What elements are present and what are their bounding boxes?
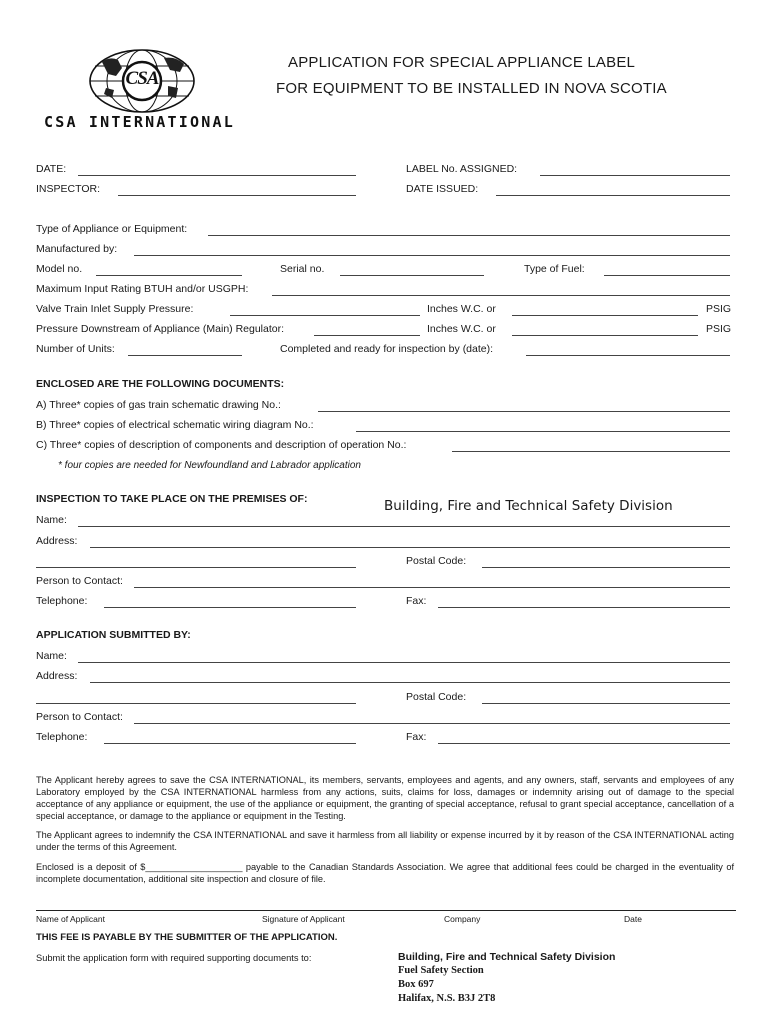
fuel-type-label: Type of Fuel: xyxy=(524,263,585,275)
inspector-label: INSPECTOR: xyxy=(36,183,100,195)
sub-address-field-2[interactable] xyxy=(36,703,356,704)
manufactured-by-field[interactable] xyxy=(134,255,730,256)
doc-note: * four copies are needed for Newfoundland and Labrador application xyxy=(58,460,361,471)
documents-heading: ENCLOSED ARE THE FOLLOWING DOCUMENTS: xyxy=(36,378,285,390)
inspection-filled-value: Building, Fire and Technical Safety Division xyxy=(384,498,673,514)
date-label: DATE: xyxy=(36,163,67,175)
org-name: CSA INTERNATIONAL xyxy=(44,113,235,131)
doc-a-field[interactable] xyxy=(318,411,730,412)
sub-telephone-field[interactable] xyxy=(104,743,356,744)
doc-c-field[interactable] xyxy=(452,451,730,452)
insp-postal-field[interactable] xyxy=(482,567,730,568)
insp-address-label: Address: xyxy=(36,535,78,547)
doc-b-field[interactable] xyxy=(356,431,730,432)
max-input-field[interactable] xyxy=(272,295,730,296)
doc-b-label: B) Three* copies of electrical schematic wiring diagram No.: xyxy=(36,419,314,431)
serial-no-field[interactable] xyxy=(340,275,484,276)
max-input-label: Maximum Input Rating BTUH and/or USGPH: xyxy=(36,283,249,295)
psig-label-2: PSIG xyxy=(706,323,732,335)
valve-pressure-label: Valve Train Inlet Supply Pressure: xyxy=(36,303,194,315)
date-caption: Date xyxy=(624,914,642,924)
page-title-line1: APPLICATION FOR SPECIAL APPLIANCE LABEL xyxy=(288,54,636,71)
manufactured-by-label: Manufactured by: xyxy=(36,243,118,255)
fuel-type-field[interactable] xyxy=(604,275,730,276)
inches-wc-label-1: Inches W.C. or xyxy=(427,303,496,315)
sub-postal-field[interactable] xyxy=(482,703,730,704)
units-label: Number of Units: xyxy=(36,343,115,355)
insp-address-field-2[interactable] xyxy=(36,567,356,568)
insp-telephone-field[interactable] xyxy=(104,607,356,608)
valve-pressure-field[interactable] xyxy=(230,315,420,316)
doc-c-label: C) Three* copies of description of components and description of operation No.: xyxy=(36,439,407,451)
inches-wc-label-2: Inches W.C. or xyxy=(427,323,496,335)
address-line-4: Halifax, N.S. B3J 2T8 xyxy=(398,993,496,1004)
sub-fax-field[interactable] xyxy=(438,743,730,744)
model-no-field[interactable] xyxy=(96,275,242,276)
inspection-heading: INSPECTION TO TAKE PLACE ON THE PREMISES OF: xyxy=(36,493,308,505)
serial-no-label: Serial no. xyxy=(280,263,325,275)
downstream-pressure-field[interactable] xyxy=(314,335,420,336)
sub-name-label: Name: xyxy=(36,650,67,662)
legal-paragraph-2: The Applicant agrees to indemnify the CSA INTERNATIONAL and save it harmless from all liability or expense incurred by it by reason of the CSA INTERNATIONAL acting under the terms of this Agreement. xyxy=(36,830,734,852)
date-issued-field[interactable] xyxy=(496,195,730,196)
applicant-name-caption: Name of Applicant xyxy=(36,914,105,924)
model-no-label: Model no. xyxy=(36,263,83,275)
inspector-field[interactable] xyxy=(118,195,356,196)
insp-postal-label: Postal Code: xyxy=(406,555,467,567)
address-line-3: Box 697 xyxy=(398,979,434,990)
date-issued-label: DATE ISSUED: xyxy=(406,183,479,195)
units-field[interactable] xyxy=(128,355,242,356)
insp-name-label: Name: xyxy=(36,514,67,526)
address-line-1: Building, Fire and Technical Safety Division xyxy=(398,951,616,963)
sub-address-label: Address: xyxy=(36,670,78,682)
downstream-psig-field[interactable] xyxy=(512,335,698,336)
applicant-signature-caption: Signature of Applicant xyxy=(262,914,345,924)
sub-contact-field[interactable] xyxy=(134,723,730,724)
address-line-2: Fuel Safety Section xyxy=(398,965,484,976)
insp-fax-label: Fax: xyxy=(406,595,427,607)
submitted-heading: APPLICATION SUBMITTED BY: xyxy=(36,629,191,641)
csa-logo xyxy=(88,48,196,114)
insp-contact-label: Person to Contact: xyxy=(36,575,123,587)
company-caption: Company xyxy=(444,914,481,924)
equipment-type-label: Type of Appliance or Equipment: xyxy=(36,223,188,235)
sub-postal-label: Postal Code: xyxy=(406,691,467,703)
signature-line[interactable] xyxy=(36,910,736,911)
insp-address-field[interactable] xyxy=(90,547,730,548)
sub-contact-label: Person to Contact: xyxy=(36,711,123,723)
sub-name-field[interactable] xyxy=(78,662,730,663)
completed-label: Completed and ready for inspection by (date): xyxy=(280,343,494,355)
legal-paragraph-3: Enclosed is a deposit of $___________________ payable to the Canadian Standards Association. We agree that additional fees could be charged in the eventuality of incomplete documentation, additional site inspection and closure of file. xyxy=(36,862,734,884)
label-no-label: LABEL No. ASSIGNED: xyxy=(406,163,518,175)
sub-address-field[interactable] xyxy=(90,682,730,683)
logo-text: CSA xyxy=(125,68,159,89)
insp-telephone-label: Telephone: xyxy=(36,595,88,607)
psig-label-1: PSIG xyxy=(706,303,732,315)
insp-fax-field[interactable] xyxy=(438,607,730,608)
submit-to-label: Submit the application form with required supporting documents to: xyxy=(36,953,312,963)
insp-contact-field[interactable] xyxy=(134,587,730,588)
page-title-line2: FOR EQUIPMENT TO BE INSTALLED IN NOVA SCOTIA xyxy=(276,80,667,97)
downstream-pressure-label: Pressure Downstream of Appliance (Main) Regulator: xyxy=(36,323,285,335)
completed-field[interactable] xyxy=(526,355,730,356)
legal-paragraph-1: The Applicant hereby agrees to save the CSA INTERNATIONAL, its members, servants, employees and agents, and any owners, staff, servants and employees of any Laboratory employed by the CSA INTERNATIONAL harmless from any actions, suits, claims for loss, damages or indemnity arising out of damage to the special acceptance of any appliance or equipment, the use of the appliance or equipment, the granting of special acceptance, refusal to grant special acceptance, cancellation of a special acceptance, or damage to the appliance or equipment in the Testing. xyxy=(36,775,734,821)
valve-psig-field[interactable] xyxy=(512,315,698,316)
label-no-field[interactable] xyxy=(540,175,730,176)
date-field[interactable] xyxy=(78,175,356,176)
equipment-type-field[interactable] xyxy=(208,235,730,236)
fee-note: THIS FEE IS PAYABLE BY THE SUBMITTER OF THE APPLICATION. xyxy=(36,932,338,943)
insp-name-field[interactable] xyxy=(78,526,730,527)
sub-telephone-label: Telephone: xyxy=(36,731,88,743)
doc-a-label: A) Three* copies of gas train schematic drawing No.: xyxy=(36,399,281,411)
sub-fax-label: Fax: xyxy=(406,731,427,743)
